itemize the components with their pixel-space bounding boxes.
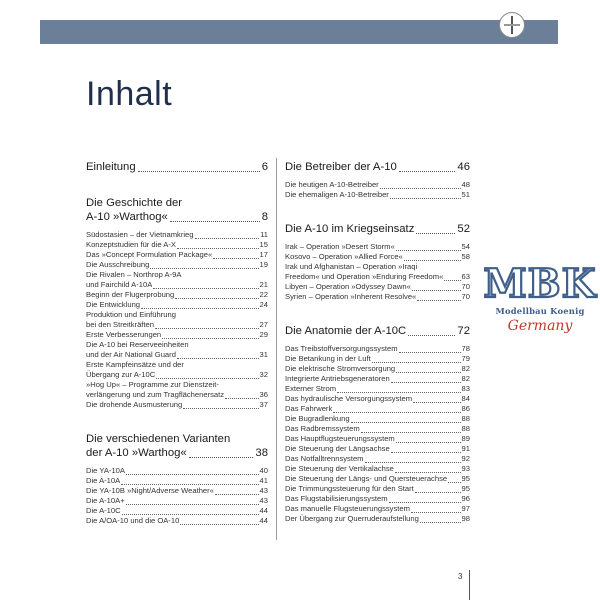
logo-letters: MBK (483, 261, 597, 307)
section-title-line2: A-10 »Warthog« (86, 211, 168, 223)
entry-page: 37 (259, 400, 268, 409)
entry-title-line1: Irak und Afghanistan – Operation »Iraqi (285, 262, 418, 271)
toc-entry[interactable] (86, 250, 268, 260)
entry-page: 21 (259, 280, 268, 289)
toc-entry[interactable] (86, 300, 268, 310)
leader-dots (333, 405, 460, 413)
entry-title: verlängerung und zum Tragflächenersatz (86, 390, 225, 399)
entry-title: Die YA-10B »Night/Adverse Weather« (86, 486, 214, 495)
entry-page: 40 (259, 466, 268, 475)
entry-page: 93 (461, 464, 470, 473)
entry-title: Irak – Operation »Desert Storm« (285, 242, 395, 251)
entry-title: Externer Strom (285, 384, 337, 393)
leader-dots (372, 355, 461, 363)
entry-page: 84 (461, 394, 470, 403)
leader-dots (225, 391, 259, 399)
leader-dots (411, 505, 461, 513)
leader-dots (138, 162, 260, 172)
entry-title: Die Steuerung der Längsachse (285, 444, 390, 453)
entry-page: 79 (461, 354, 470, 363)
leader-dots (126, 497, 259, 505)
entry-page: 70 (461, 282, 470, 291)
leader-dots (396, 435, 461, 443)
toc-entry[interactable] (86, 370, 268, 380)
leader-dots (122, 507, 259, 515)
toc-entry[interactable] (86, 486, 268, 496)
leader-dots (189, 448, 254, 458)
section-page: 6 (261, 161, 268, 173)
entry-title: Die Betankung in der Luft (285, 354, 371, 363)
entry-title: Das hydraulische Versorgungssystem (285, 394, 413, 403)
leader-dots (396, 365, 460, 373)
toc-entry[interactable] (86, 260, 268, 270)
leader-dots (408, 326, 455, 336)
page-number-rule (469, 570, 470, 600)
entry-title: Erste Verbesserungen (86, 330, 162, 339)
leader-dots (399, 345, 461, 353)
entry-title-line1: Erste Kampfeinsätze und der (86, 360, 184, 369)
section-title: Einleitung (86, 161, 136, 173)
toc-section-intro[interactable] (86, 160, 268, 174)
entry-page: 19 (259, 260, 268, 269)
entry-page: 44 (259, 506, 268, 515)
entry-page: 97 (461, 504, 470, 513)
entry-title: Kosovo – Operation »Allied Force« (285, 252, 403, 261)
entry-title: Beginn der Flugerprobung (86, 290, 175, 299)
leader-dots (417, 293, 460, 301)
toc-entry[interactable] (285, 374, 470, 384)
leader-dots (420, 515, 461, 523)
leader-dots (351, 415, 461, 423)
leader-dots (141, 301, 259, 309)
entry-title: Die Steuerung der Vertikalachse (285, 464, 394, 473)
entry-title: Die elektrische Stromversorgung (285, 364, 396, 373)
toc-entry[interactable] (86, 290, 268, 300)
entry-page: 43 (259, 486, 268, 495)
entry-title: Die Bugradlenkung (285, 414, 350, 423)
entry-title: Das Fahrwerk (285, 404, 333, 413)
entry-page: 83 (461, 384, 470, 393)
section-page: 8 (261, 211, 268, 223)
entry-page: 89 (461, 434, 470, 443)
leader-dots (121, 477, 258, 485)
entry-title: Die A/OA-10 und die OA-10 (86, 516, 180, 525)
toc-entry[interactable] (86, 516, 268, 526)
header-bar (40, 20, 558, 44)
section-page: 72 (457, 325, 470, 337)
entry-page: 36 (259, 390, 268, 399)
leader-dots (155, 321, 259, 329)
leader-dots (380, 181, 461, 189)
entry-page: 22 (259, 290, 268, 299)
entry-title: Das Notfalltrennsystem (285, 454, 364, 463)
section-title: Die Anatomie der A-10C (285, 325, 407, 337)
section-title: Die Betreiber der A-10 (285, 161, 397, 173)
entry-page: 91 (461, 444, 470, 453)
toc-entry[interactable] (285, 394, 470, 404)
section-title-line1: Die verschiedenen Varianten (86, 433, 231, 445)
leader-dots (390, 191, 461, 199)
toc-entry[interactable] (285, 190, 470, 200)
toc-entry[interactable] (285, 242, 470, 252)
leader-dots (126, 467, 259, 475)
leader-dots (195, 231, 260, 239)
toc-entry[interactable] (285, 272, 470, 282)
entry-page: 15 (259, 240, 268, 249)
entry-title: Die A-10A+ (86, 496, 125, 505)
toc-section-war[interactable] (285, 222, 470, 236)
section-page: 46 (457, 161, 470, 173)
entry-page: 63 (461, 272, 470, 281)
toc-entry[interactable] (86, 390, 268, 400)
section-page: 52 (457, 223, 470, 235)
entry-title: Die YA-10A (86, 466, 125, 475)
entry-title: Die Ausschreibung (86, 260, 150, 269)
entry-page: 11 (260, 230, 268, 239)
column-divider (276, 158, 277, 540)
leader-dots (399, 162, 456, 172)
toc-entry[interactable] (285, 282, 470, 292)
entry-title: Das Flugstabilisierungssystem (285, 494, 388, 503)
entry-page: 96 (461, 494, 470, 503)
entry-page: 70 (461, 292, 470, 301)
entry-page: 82 (461, 374, 470, 383)
toc-entry[interactable] (86, 320, 268, 330)
entry-title: Das Radbremssystem (285, 424, 360, 433)
leader-dots (448, 475, 460, 483)
entry-title-line1: Die A-10 bei Reserveeinheiten (86, 340, 189, 349)
entry-title: Das »Concept Formulation Package« (86, 250, 213, 259)
toc-entry[interactable] (86, 240, 268, 250)
entry-page: 43 (259, 496, 268, 505)
leader-dots (444, 273, 460, 281)
toc-entry[interactable] (285, 180, 470, 190)
leader-dots (156, 371, 258, 379)
toc-entry[interactable] (285, 384, 470, 394)
entry-title: Libyen – Operation »Odyssey Dawn« (285, 282, 411, 291)
toc-entry[interactable] (86, 506, 268, 516)
toc-entry[interactable] (285, 424, 470, 434)
toc-entry[interactable] (285, 464, 470, 474)
leader-dots (412, 283, 461, 291)
section-title-line1: Die Geschichte der (86, 197, 183, 209)
logo-subtitle: Modellbau Koenig (495, 306, 585, 316)
entry-title: Das Treibstoffversorgungssystem (285, 344, 398, 353)
leader-dots (177, 241, 259, 249)
toc-entry[interactable] (86, 280, 268, 290)
entry-title-line1: Die Rivalen – Northrop A-9A (86, 270, 182, 279)
mbk-logo (483, 261, 597, 362)
toc-entry[interactable] (285, 252, 470, 262)
leader-dots (416, 224, 455, 234)
toc-section-operators[interactable] (285, 160, 470, 174)
leader-dots (150, 261, 258, 269)
leader-dots (170, 212, 260, 222)
toc-entry[interactable] (285, 404, 470, 414)
entry-title: Syrien – Operation »Inherent Resolve« (285, 292, 417, 301)
section-title: Die A-10 im Kriegseinsatz (285, 223, 415, 235)
toc-entry[interactable] (285, 364, 470, 374)
entry-title: Die ehemaligen A-10-Betreiber (285, 190, 389, 199)
entry-title-line1: Produktion und Einführung (86, 310, 176, 319)
entry-page: 29 (259, 330, 268, 339)
entry-page: 41 (259, 476, 268, 485)
entry-title: und Fairchild A-10A (86, 280, 153, 289)
leader-dots (361, 425, 461, 433)
entry-page: 17 (259, 250, 268, 259)
entry-title: Die Entwicklung (86, 300, 141, 309)
entry-title: und der Air National Guard (86, 350, 176, 359)
toc-entry[interactable] (86, 330, 268, 340)
entry-title-line1: »Hog Up« – Programme zur Dienstzeit- (86, 380, 219, 389)
entry-page: 82 (461, 364, 470, 373)
toc-entries-war (285, 242, 470, 302)
entry-title: Die Steuerung der Längs- und Quersteuerachse (285, 474, 448, 483)
leader-dots (413, 395, 461, 403)
toc-entries-anatomy (285, 344, 470, 524)
leader-dots (404, 253, 461, 261)
toc-entry[interactable] (285, 484, 470, 494)
toc-entry[interactable] (285, 292, 470, 302)
leader-dots (175, 291, 258, 299)
entry-title: Die Trimmungssteuerung für den Start (285, 484, 414, 493)
entry-page: 48 (461, 180, 470, 189)
entry-title: bei den Streitkräften (86, 320, 154, 329)
toc-entry[interactable] (285, 434, 470, 444)
entry-page: 31 (259, 350, 268, 359)
leader-dots (215, 487, 259, 495)
toc-entry[interactable] (285, 344, 470, 354)
entry-title: Konzeptstudien für die A-X (86, 240, 176, 249)
entry-title: Die A-10C (86, 506, 121, 515)
entry-title: Der Übergang zur Querruderaufstellung (285, 514, 419, 523)
section-title-line2: der A-10 »Warthog« (86, 447, 187, 459)
entry-page: 86 (461, 404, 470, 413)
toc-entries-history (86, 230, 268, 410)
entry-page: 98 (461, 514, 470, 523)
entry-title: Übergang zur A-10C (86, 370, 156, 379)
entry-page: 51 (461, 190, 470, 199)
leader-dots (183, 401, 258, 409)
leader-dots (162, 331, 258, 339)
compass-emblem-icon (499, 12, 525, 38)
leader-dots (391, 445, 461, 453)
toc-entry[interactable] (86, 400, 268, 410)
entry-page: 24 (259, 300, 268, 309)
entry-page: 27 (259, 320, 268, 329)
entry-title: Integrierte Antriebsgeneratoren (285, 374, 390, 383)
leader-dots (365, 455, 461, 463)
toc-section-anatomy[interactable] (285, 324, 470, 338)
entry-title: Freedom« und Operation »Enduring Freedom« (285, 272, 444, 281)
toc-entry[interactable] (285, 494, 470, 504)
toc-entries-variants (86, 466, 268, 526)
toc-entry[interactable] (285, 444, 470, 454)
toc-entries-operators (285, 180, 470, 200)
entry-page: 54 (461, 242, 470, 251)
toc-section-history[interactable] (86, 196, 268, 224)
leader-dots (395, 465, 461, 473)
entry-page: 95 (461, 484, 470, 493)
leader-dots (396, 243, 461, 251)
toc-entry[interactable] (285, 514, 470, 524)
toc-entry[interactable] (86, 350, 268, 360)
toc-entry[interactable] (285, 474, 470, 484)
entry-page: 88 (461, 424, 470, 433)
leader-dots (153, 281, 258, 289)
leader-dots (391, 375, 461, 383)
entry-title: Die A-10A (86, 476, 121, 485)
toc-entry[interactable] (86, 496, 268, 506)
entry-page: 92 (461, 454, 470, 463)
toc-entry[interactable] (285, 414, 470, 424)
toc-entry[interactable] (86, 476, 268, 486)
toc-entry[interactable] (285, 504, 470, 514)
toc-right-column (285, 160, 470, 524)
leader-dots (415, 485, 461, 493)
leader-dots (213, 251, 258, 259)
toc-entry[interactable] (285, 354, 470, 364)
entry-title: Die heutigen A-10-Betreiber (285, 180, 379, 189)
entry-page: 58 (461, 252, 470, 261)
page-title: Inhalt (86, 75, 173, 113)
entry-title: Das Hauptflugsteuerungssystem (285, 434, 395, 443)
entry-page: 32 (259, 370, 268, 379)
entry-title: Das manuelle Flugsteuerungssystem (285, 504, 410, 513)
leader-dots (177, 351, 259, 359)
entry-page: 78 (461, 344, 470, 353)
toc-entry[interactable] (86, 466, 268, 476)
toc-entry[interactable] (285, 454, 470, 464)
leader-dots (337, 385, 460, 393)
entry-page: 95 (461, 474, 470, 483)
entry-title: Die drohende Ausmusterung (86, 400, 183, 409)
toc-entry[interactable] (86, 230, 268, 240)
entry-page: 88 (461, 414, 470, 423)
toc-left-column (86, 160, 268, 526)
page-number: 3 (458, 572, 463, 581)
logo-country: Germany (507, 318, 573, 334)
entry-page: 44 (259, 516, 268, 525)
entry-title: Südostasien – der Vietnamkrieg (86, 230, 194, 239)
toc-section-variants[interactable] (86, 432, 268, 460)
leader-dots (389, 495, 461, 503)
section-page: 38 (255, 447, 268, 459)
leader-dots (180, 517, 258, 525)
